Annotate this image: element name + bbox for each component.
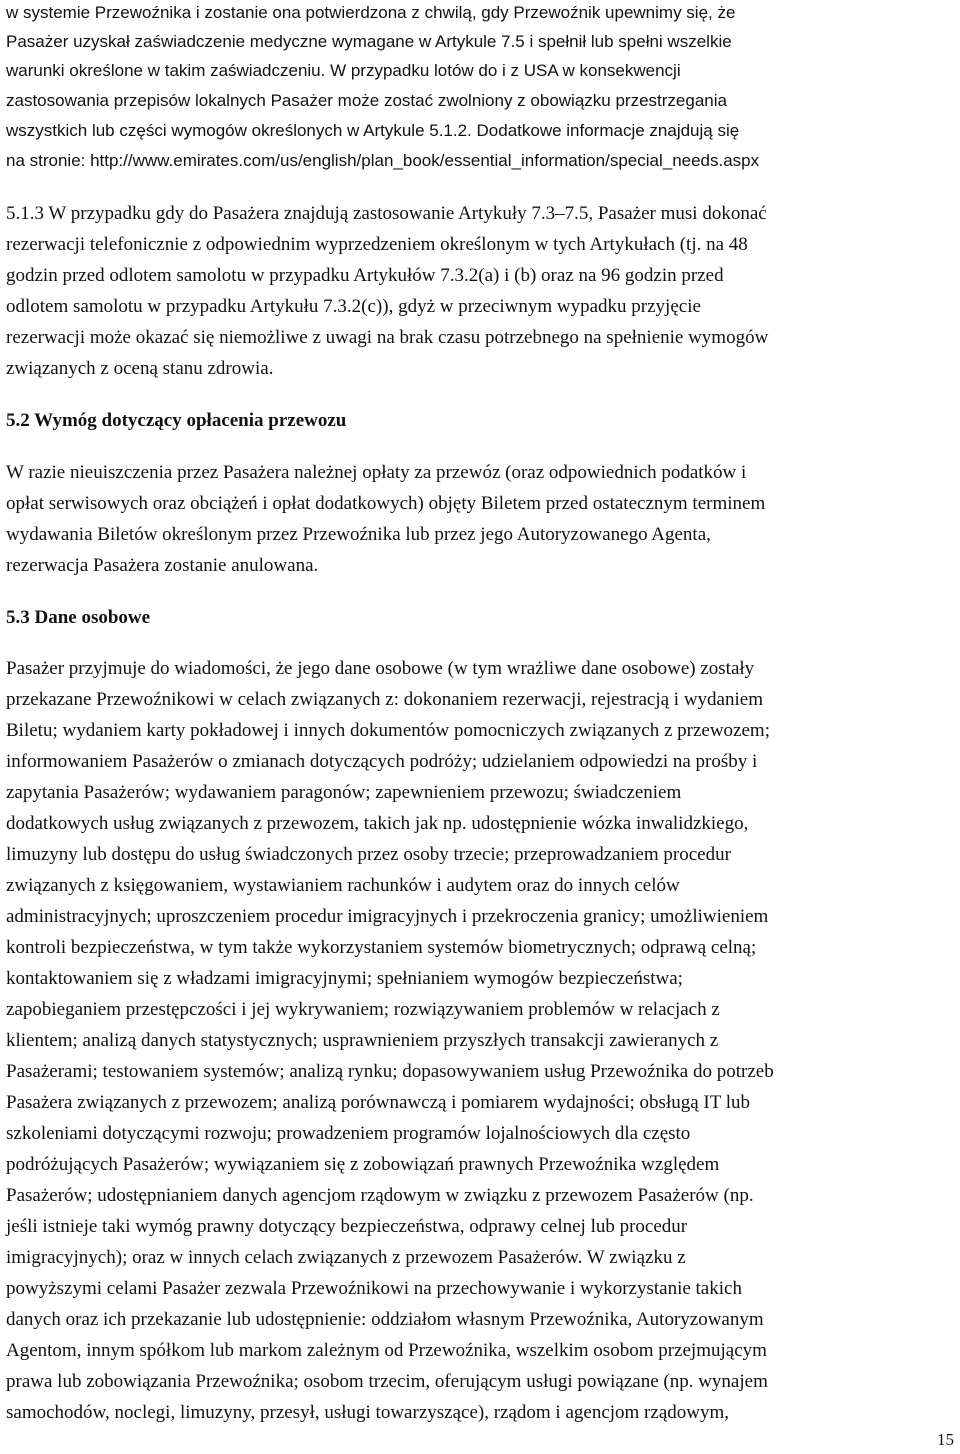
intro-line: na stronie: http://www.emirates.com/us/english/plan_book/essential_information/special_needs.aspx bbox=[6, 151, 760, 170]
para-513-line: rezerwacji może okazać się niemożliwe z uwagi na brak czasu potrzebnego na spełnienie wymogów bbox=[6, 327, 769, 348]
section-53-line: imigracyjnych); oraz w innych celach związanych z przewozem Pasażerów. W związku z bbox=[6, 1247, 686, 1268]
section-52-heading: 5.2 Wymóg dotyczący opłacenia przewozu bbox=[6, 410, 347, 431]
section-53-line: szkoleniami dotyczącymi rozwoju; prowadzeniem programów lojalnościowych dla często bbox=[6, 1123, 691, 1144]
section-53-heading: 5.3 Dane osobowe bbox=[6, 607, 151, 628]
section-53-line: Pasażerów; udostępnianiem danych agencjom rządowym w związku z przewozem Pasażerów (np. bbox=[6, 1185, 754, 1206]
section-52-line: W razie nieuiszczenia przez Pasażera należnej opłaty za przewóz (oraz odpowiednich podatków i bbox=[6, 462, 747, 483]
section-53-line: danych oraz ich przekazanie lub udostępnienie: oddziałom własnym Przewoźnika, Autoryzowanym bbox=[6, 1309, 764, 1330]
section-53-line: kontroli bezpieczeństwa, w tym także wykorzystaniem systemów biometrycznych; odprawą celną; bbox=[6, 937, 757, 958]
para-513-line: odlotem samolotu w przypadku Artykułu 7.3.2(c)), gdyż w przeciwnym wypadku przyjęcie bbox=[6, 296, 701, 317]
para-513-line: związanych z oceną stanu zdrowia. bbox=[6, 358, 274, 379]
section-53-line: samochodów, noclegi, limuzyny, przesył, usługi towarzyszące), rządom i agencjom rządowym, bbox=[6, 1402, 730, 1423]
section-53-line: administracyjnych; uproszczeniem procedur imigracyjnych i przekroczenia granicy; umożliwieniem bbox=[6, 906, 769, 927]
para-513-line: 5.1.3 W przypadku gdy do Pasażera znajdują zastosowanie Artykuły 7.3–7.5, Pasażer musi dokonać bbox=[6, 203, 767, 224]
section-53-line: Pasażer przyjmuje do wiadomości, że jego dane osobowe (w tym wrażliwe dane osobowe) zostały bbox=[6, 658, 755, 679]
intro-line: wszystkich lub części wymogów określonych w Artykule 5.1.2. Dodatkowe informacje znajdują się bbox=[6, 121, 740, 140]
section-53-line: informowaniem Pasażerów o zmianach dotyczących podróży; udzielaniem odpowiedzi na prośby i bbox=[6, 751, 758, 772]
section-53-line: zapobieganiem przestępczości i jej wykrywaniem; rozwiązywaniem problemów w relacjach z bbox=[6, 999, 720, 1020]
section-53-line: limuzyny lub dostępu do usług świadczonych przez osoby trzecie; przeprowadzaniem procedur bbox=[6, 844, 731, 865]
section-53-line: zapytania Pasażerów; wydawaniem paragonów; zapewnieniem przewozu; świadczeniem bbox=[6, 782, 682, 803]
section-53-line: związanych z księgowaniem, wystawianiem rachunków i audytem oraz do innych celów bbox=[6, 875, 680, 896]
section-53-line: kontaktowaniem się z władzami imigracyjnymi; spełnianiem wymogów bezpieczeństwa; bbox=[6, 968, 683, 989]
section-52-line: wydawania Biletów określonym przez Przewoźnika lub przez jego Autoryzowanego Agenta, bbox=[6, 524, 711, 545]
intro-line: zastosowania przepisów lokalnych Pasażer może zostać zwolniony z obowiązku przestrzegania bbox=[6, 91, 727, 110]
page-number: 15 bbox=[937, 1430, 954, 1449]
para-513-line: godzin przed odlotem samolotu w przypadku Artykułów 7.3.2(a) i (b) oraz na 96 godzin przed bbox=[6, 265, 724, 286]
intro-line: warunki określone w takim zaświadczeniu. W przypadku lotów do i z USA w konsekwencji bbox=[6, 61, 681, 80]
intro-line: Pasażer uzyskał zaświadczenie medyczne wymagane w Artykule 7.5 i spełnił lub spełni wszelkie bbox=[6, 32, 732, 51]
section-53-line: prawa lub zobowiązania Przewoźnika; osobom trzecim, oferującym usługi powiązane (np. wynajem bbox=[6, 1371, 768, 1392]
section-53-line: przekazane Przewoźnikowi w celach związanych z: dokonaniem rezerwacji, rejestracją i wydaniem bbox=[6, 689, 763, 710]
section-53-line: podróżujących Pasażerów; wywiązaniem się z zobowiązań prawnych Przewoźnika względem bbox=[6, 1154, 720, 1175]
section-53-line: jeśli istnieje taki wymóg prawny dotyczący bezpieczeństwa, odprawy celnej lub procedur bbox=[6, 1216, 688, 1237]
section-53-line: Biletu; wydaniem karty pokładowej i innych dokumentów pomocniczych związanych z przewozem; bbox=[6, 720, 770, 741]
section-52-line: opłat serwisowych oraz obciążeń i opłat dodatkowych) objęty Biletem przed ostatecznym terminem bbox=[6, 493, 766, 514]
section-53-line: Pasażera związanych z przewozem; analizą porównawczą i pomiarem wydajności; obsługą IT lub bbox=[6, 1092, 751, 1113]
intro-line: w systemie Przewoźnika i zostanie ona potwierdzona z chwilą, gdy Przewoźnik upewnimy się, że bbox=[6, 3, 736, 22]
section-53-line: Pasażerami; testowaniem systemów; analizą rynku; dopasowywaniem usług Przewoźnika do potrzeb bbox=[6, 1061, 774, 1082]
para-513-line: rezerwacji telefonicznie z odpowiednim wyprzedzeniem określonym w tych Artykułach (tj. na 48 bbox=[6, 234, 748, 255]
section-53-line: Agentom, innym spółkom lub markom zależnym od Przewoźnika, wszelkim osobom przejmującym bbox=[6, 1340, 767, 1361]
section-53-line: dodatkowych usług związanych z przewozem, takich jak np. udostępnienie wózka inwalidzkiego, bbox=[6, 813, 749, 834]
section-52-line: rezerwacja Pasażera zostanie anulowana. bbox=[6, 555, 319, 576]
section-53-line: powyższymi celami Pasażer zezwala Przewoźnikowi na przechowywanie i wykorzystanie takich bbox=[6, 1278, 742, 1299]
section-53-line: klientem; analizą danych statystycznych; usprawnieniem przyszłych transakcji zawieranych z bbox=[6, 1030, 719, 1051]
